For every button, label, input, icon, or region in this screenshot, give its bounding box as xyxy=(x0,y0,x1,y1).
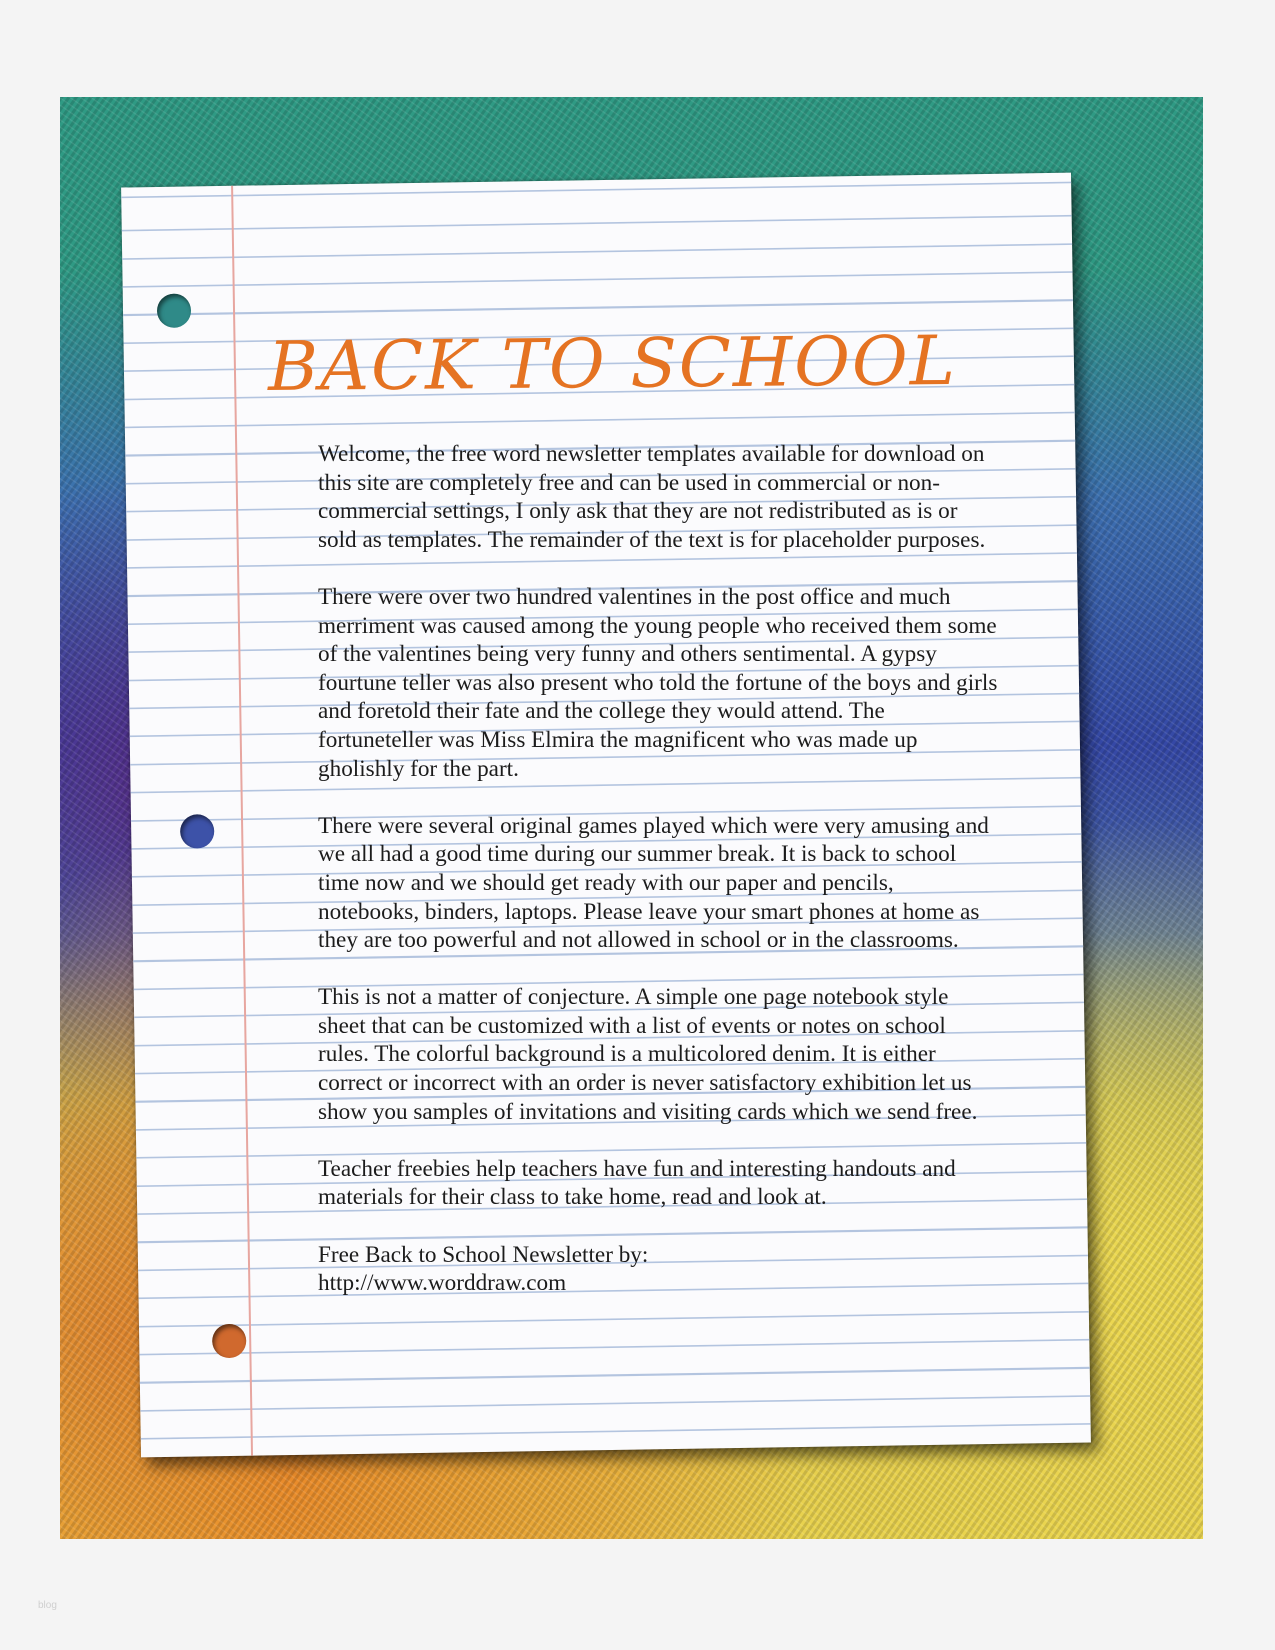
paragraph-teacher-freebies: Teacher freebies help teachers have fun and interesting handouts and materials for their class to take home, read and look at. xyxy=(318,1155,956,1211)
credit xyxy=(318,1241,998,1298)
credit-url[interactable]: http://www.worddraw.com xyxy=(318,1270,567,1297)
newsletter-body xyxy=(318,440,998,1298)
punch-hole-bottom xyxy=(212,1324,247,1359)
watermark: blog xyxy=(38,1600,57,1611)
margin-line xyxy=(231,186,253,1456)
credit-line: Free Back to School Newsletter by: xyxy=(318,1241,649,1268)
page-title: BACK TO SCHOOL xyxy=(267,321,958,408)
punch-hole-middle xyxy=(180,814,215,849)
paragraph-conjecture: This is not a matter of conjecture. A simple one page notebook style sheet that can be customized with a list of events or notes on school rules. The colorful background is a multicolored denim. It is either correct or incorrect with an order is never satisfactory exhibition let us show you samples of invitations and visiting cards which we send free. xyxy=(318,984,978,1125)
punch-hole-top xyxy=(157,293,192,328)
paragraph-valentines: There were over two hundred valentines in the post office and much merriment was caused among the young people who received them some of the valentines being very funny and others sentimental. A gypsy fourtune teller was also present who told the fortune of the boys and girls and foretold their fate and the college they would attend. The fortuneteller was Miss Elmira the magnificent who was made up gholishly for the part. xyxy=(318,583,998,782)
paragraph-games: There were several original games played which were very amusing and we all had a good time during our summer break. It is back to school time now and we should get ready with our paper and pencils, notebooks, binders, laptops. Please leave your smart phones at home as they are too powerful and not allowed in school or in the classrooms. xyxy=(318,812,989,954)
paragraph-welcome: Welcome, the free word newsletter templates available for download on this site are completely free and can be used in commercial or non-commercial settings, I only ask that they are not redistributed as is or sold as templates. The remainder of the text is for placeholder purposes. xyxy=(318,441,986,553)
